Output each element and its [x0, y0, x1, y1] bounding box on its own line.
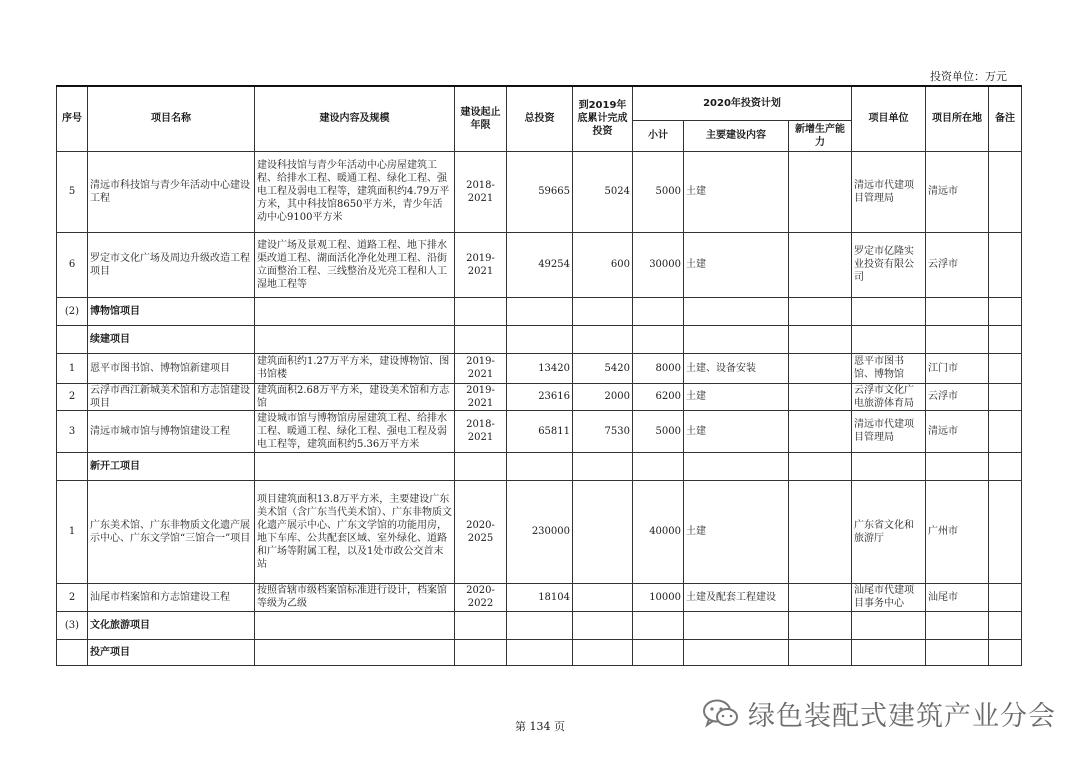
row-main-content: 土建 — [684, 383, 789, 410]
row-remark — [989, 297, 1022, 325]
row-unit: 汕尾市代建项目事务中心 — [852, 583, 926, 611]
row-subtotal: 6200 — [633, 383, 684, 410]
header-location: 项目所在地 — [926, 86, 989, 151]
row-capacity — [789, 410, 852, 452]
row-content — [255, 452, 455, 480]
row-completed — [573, 639, 633, 665]
row-content — [255, 611, 455, 639]
row-location: 云浮市 — [926, 232, 989, 297]
row-completed — [573, 297, 633, 325]
row-unit — [852, 452, 926, 480]
table-row — [57, 151, 1022, 232]
row-unit: 清远市代建项目管理局 — [852, 410, 926, 452]
section-title: 续建项目 — [88, 325, 255, 353]
row-capacity — [789, 232, 852, 297]
row-period — [455, 611, 507, 639]
row-subtotal — [633, 325, 684, 353]
table-body — [57, 151, 1022, 665]
row-capacity — [789, 151, 852, 232]
row-capacity — [789, 583, 852, 611]
section-row — [57, 452, 1022, 480]
header-remark: 备注 — [989, 86, 1022, 151]
row-remark — [989, 639, 1022, 665]
row-capacity — [789, 353, 852, 383]
investment-plan-table — [56, 85, 1022, 666]
row-main-content — [684, 325, 789, 353]
row-period — [455, 452, 507, 480]
row-period: 2020-2022 — [455, 583, 507, 611]
row-subtotal — [633, 611, 684, 639]
row-content: 项目建筑面积13.8万平方米，主要建设广东美术馆（含广东当代美术馆）、广东非物质文化遗产展示中心、广东文学馆的功能用房，地下车库、公共配套区域、室外绿化、道路和广场等附属工程，以及1处市政公交首末站 — [255, 480, 455, 583]
row-unit — [852, 297, 926, 325]
section-row — [57, 297, 1022, 325]
row-completed — [573, 583, 633, 611]
row-location — [926, 639, 989, 665]
row-seq: 6 — [57, 232, 88, 297]
row-name: 广东美术馆、广东非物质文化遗产展示中心、广东文学馆“三馆合一”项目 — [88, 480, 255, 583]
row-total — [507, 452, 573, 480]
row-main-content — [684, 611, 789, 639]
row-period: 2019-2021 — [455, 232, 507, 297]
row-main-content: 土建 — [684, 151, 789, 232]
table-row — [57, 583, 1022, 611]
row-name: 云浮市西江新城美术馆和方志馆建设项目 — [88, 383, 255, 410]
row-content — [255, 639, 455, 665]
row-unit: 罗定市亿隆实业投资有限公司 — [852, 232, 926, 297]
row-main-content — [684, 297, 789, 325]
row-seq: 2 — [57, 383, 88, 410]
row-content: 建筑面积约1.27万平方米，建设博物馆、图书馆楼 — [255, 353, 455, 383]
row-remark — [989, 452, 1022, 480]
row-capacity — [789, 480, 852, 583]
row-main-content: 土建、设备安装 — [684, 353, 789, 383]
row-main-content — [684, 639, 789, 665]
header-subtotal: 小计 — [633, 120, 684, 151]
row-capacity — [789, 297, 852, 325]
row-unit: 广东省文化和旅游厅 — [852, 480, 926, 583]
row-main-content: 土建 — [684, 232, 789, 297]
row-unit: 恩平市图书馆、博物馆 — [852, 353, 926, 383]
row-completed: 5420 — [573, 353, 633, 383]
row-name: 清远市城市馆与博物馆建设工程 — [88, 410, 255, 452]
row-subtotal: 5000 — [633, 151, 684, 232]
table-row — [57, 480, 1022, 583]
row-seq: 3 — [57, 410, 88, 452]
row-total: 65811 — [507, 410, 573, 452]
row-capacity — [789, 611, 852, 639]
row-main-content: 土建及配套工程建设 — [684, 583, 789, 611]
section-row — [57, 325, 1022, 353]
row-subtotal: 8000 — [633, 353, 684, 383]
row-location — [926, 611, 989, 639]
header-capacity: 新增生产能力 — [789, 120, 852, 151]
row-remark — [989, 480, 1022, 583]
row-total — [507, 325, 573, 353]
row-main-content — [684, 452, 789, 480]
row-seq: (3) — [57, 611, 88, 639]
section-row — [57, 639, 1022, 665]
row-remark — [989, 383, 1022, 410]
row-location — [926, 297, 989, 325]
row-completed: 2000 — [573, 383, 633, 410]
row-unit — [852, 639, 926, 665]
header-unit: 项目单位 — [852, 86, 926, 151]
row-remark — [989, 232, 1022, 297]
row-remark — [989, 611, 1022, 639]
row-period: 2019-2021 — [455, 353, 507, 383]
row-subtotal: 30000 — [633, 232, 684, 297]
row-subtotal: 5000 — [633, 410, 684, 452]
row-capacity — [789, 639, 852, 665]
row-seq: 1 — [57, 480, 88, 583]
row-period: 2018-2021 — [455, 410, 507, 452]
row-total: 59665 — [507, 151, 573, 232]
row-name: 恩平市图书馆、博物馆新建项目 — [88, 353, 255, 383]
row-seq — [57, 325, 88, 353]
row-remark — [989, 151, 1022, 232]
row-location: 云浮市 — [926, 383, 989, 410]
row-total: 13420 — [507, 353, 573, 383]
row-location: 清远市 — [926, 151, 989, 232]
row-seq: 5 — [57, 151, 88, 232]
row-total: 18104 — [507, 583, 573, 611]
table-row — [57, 410, 1022, 452]
row-subtotal — [633, 452, 684, 480]
row-name: 汕尾市档案馆和方志馆建设工程 — [88, 583, 255, 611]
header-main-content: 主要建设内容 — [684, 120, 789, 151]
row-content: 按照省辖市级档案馆标准进行设计，档案馆等级为乙级 — [255, 583, 455, 611]
row-content: 建设城市馆与博物馆房屋建筑工程、给排水工程、暖通工程、绿化工程、强电工程及弱电工程等，建筑面积约5.36万平方米 — [255, 410, 455, 452]
row-main-content: 土建 — [684, 480, 789, 583]
row-location — [926, 452, 989, 480]
section-title: 文化旅游项目 — [88, 611, 255, 639]
row-location — [926, 325, 989, 353]
row-completed — [573, 611, 633, 639]
row-name: 罗定市文化广场及周边升级改造工程项目 — [88, 232, 255, 297]
header-completed: 到2019年底累计完成投资 — [573, 86, 633, 151]
row-main-content: 土建 — [684, 410, 789, 452]
row-period — [455, 325, 507, 353]
row-remark — [989, 583, 1022, 611]
row-completed: 5024 — [573, 151, 633, 232]
row-subtotal: 10000 — [633, 583, 684, 611]
row-seq: (2) — [57, 297, 88, 325]
row-remark — [989, 410, 1022, 452]
watermark-text: 绿色装配式建筑产业分会 — [748, 701, 1056, 732]
row-seq: 1 — [57, 353, 88, 383]
row-completed: 7530 — [573, 410, 633, 452]
row-period: 2018-2021 — [455, 151, 507, 232]
table-row — [57, 232, 1022, 297]
row-completed — [573, 452, 633, 480]
row-unit — [852, 611, 926, 639]
row-location: 汕尾市 — [926, 583, 989, 611]
table-row — [57, 383, 1022, 410]
row-unit: 云浮市文化广电旅游体育局 — [852, 383, 926, 410]
header-total: 总投资 — [507, 86, 573, 151]
header-content: 建设内容及规模 — [255, 86, 455, 151]
row-total — [507, 611, 573, 639]
section-title: 投产项目 — [88, 639, 255, 665]
row-name: 清远市科技馆与青少年活动中心建设工程 — [88, 151, 255, 232]
row-total: 23616 — [507, 383, 573, 410]
row-subtotal: 40000 — [633, 480, 684, 583]
row-location: 清远市 — [926, 410, 989, 452]
section-title: 新开工项目 — [88, 452, 255, 480]
row-subtotal — [633, 639, 684, 665]
row-period — [455, 639, 507, 665]
section-title: 博物馆项目 — [88, 297, 255, 325]
row-remark — [989, 353, 1022, 383]
row-content: 建设广场及景观工程、道路工程、地下排水渠改道工程、湖面活化净化处理工程、沿街立面整治工程、三线整治及光亮工程和人工湿地工程等 — [255, 232, 455, 297]
header-seq: 序号 — [57, 86, 88, 151]
header-period: 建设起止年限 — [455, 86, 507, 151]
row-unit — [852, 325, 926, 353]
row-subtotal — [633, 297, 684, 325]
row-period — [455, 297, 507, 325]
row-seq — [57, 639, 88, 665]
row-location: 江门市 — [926, 353, 989, 383]
row-completed — [573, 480, 633, 583]
header-plan-2020: 2020年投资计划 — [633, 86, 852, 120]
row-total — [507, 297, 573, 325]
row-completed: 600 — [573, 232, 633, 297]
row-content — [255, 325, 455, 353]
table-row — [57, 353, 1022, 383]
row-capacity — [789, 452, 852, 480]
section-row — [57, 611, 1022, 639]
row-remark — [989, 325, 1022, 353]
row-total: 230000 — [507, 480, 573, 583]
row-seq: 2 — [57, 583, 88, 611]
row-content — [255, 297, 455, 325]
header-name: 项目名称 — [88, 86, 255, 151]
row-period: 2020-2025 — [455, 480, 507, 583]
row-completed — [573, 325, 633, 353]
row-period: 2019-2021 — [455, 383, 507, 410]
row-total — [507, 639, 573, 665]
row-content: 建筑面积2.68万平方米，建设美术馆和方志馆 — [255, 383, 455, 410]
row-seq — [57, 452, 88, 480]
row-location: 广州市 — [926, 480, 989, 583]
row-capacity — [789, 325, 852, 353]
page-number: 第 134 页 — [515, 720, 565, 733]
row-total: 49254 — [507, 232, 573, 297]
row-content: 建设科技馆与青少年活动中心房屋建筑工程、给排水工程、暖通工程、绿化工程、强电工程及弱电工程等，建筑面积约4.79万平方米，其中科技馆8650平方米，青少年活动中心9100平方米 — [255, 151, 455, 232]
investment-unit-note: 投资单位：万元 — [930, 70, 1007, 83]
row-capacity — [789, 383, 852, 410]
row-unit: 清远市代建项目管理局 — [852, 151, 926, 232]
